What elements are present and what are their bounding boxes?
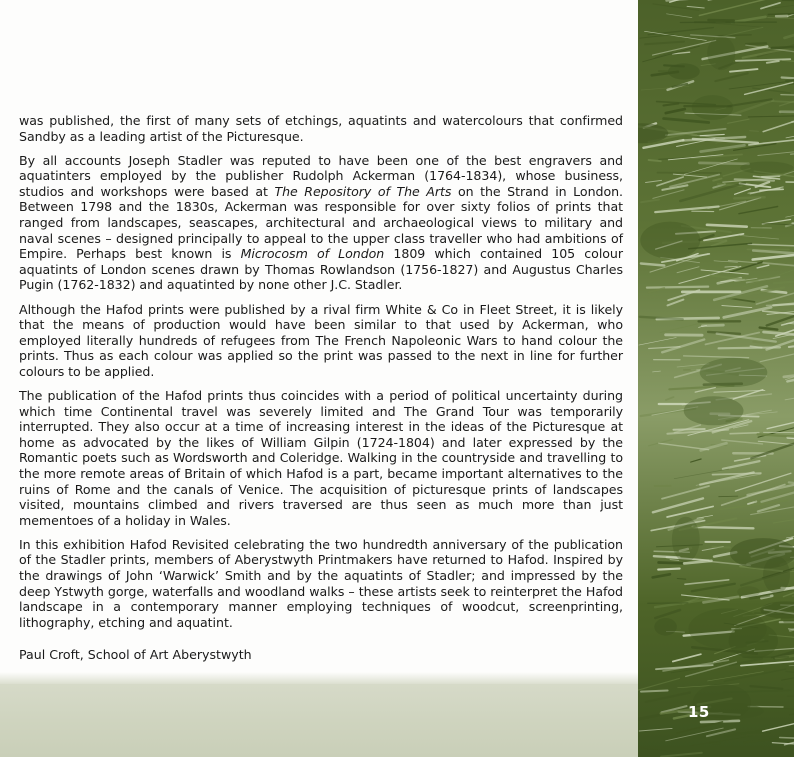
texture-blotch	[689, 608, 767, 649]
texture-stroke	[734, 197, 764, 198]
texture-blotch	[730, 538, 794, 569]
texture-blotch	[737, 586, 760, 597]
texture-stroke	[677, 579, 685, 580]
author-signature: Paul Croft, School of Art Aberystwyth	[19, 647, 252, 662]
texture-blotch	[684, 396, 744, 425]
texture-stroke	[710, 743, 719, 744]
texture-stroke	[702, 325, 723, 326]
texture-blotch	[654, 618, 677, 636]
texture-blotch	[668, 63, 700, 79]
woodcut-texture-strip	[638, 0, 794, 757]
text-segment: was published, the first of many sets of etchings, aquatints and watercolours that confirmed Sandby as a leading artist of the Picturesque.	[19, 113, 623, 144]
texture-stroke	[709, 20, 734, 21]
article-body	[19, 113, 623, 639]
texture-stroke	[658, 569, 680, 570]
texture-stroke	[746, 43, 766, 44]
texture-stroke	[762, 176, 780, 177]
texture-stroke	[707, 225, 747, 227]
text-segment: The publication of the Hafod prints thus coincides with a period of political uncertainty during which time Continental travel was severely limited and The Grand Tour was temporarily interrupted. They also occur at a time of increasing interest in the ideas of the Picturesque at home as advocated by the likes of William Gilpin (1724-1804) and later expressed by the Romantic poets such as Wordsworth and Coleridge. Walking in the countryside and travelling to the more remote areas of Britain of which Hafod is a part, became important alternatives to the ruins of Rome and the canals of Venice. The acquisition of picturesque prints of landscapes visited, mountains climbed and rivers traversed are thus seen as much more than just mementoes of a holiday in Wales.	[19, 388, 623, 528]
texture-stroke	[713, 547, 730, 548]
texture-blotch	[692, 95, 734, 120]
texture-blotch	[740, 162, 793, 175]
text-segment: By all accounts Joseph Stadler was reputed to have been one of the best engravers and aquatinters employed by the publisher Rudolph Ackerman (1764-1834), whose business, studios and workshops were based at	[19, 152, 623, 199]
text-segment: 1809 which contained 105 colour aquatints of London scenes drawn by Thomas Rowlandson (1756-1827) and Augustus Charles Pugin (1762-1832) and aquatinted by none other J.C. Stadler.	[19, 246, 623, 293]
paragraph	[19, 537, 623, 631]
texture-blotch	[707, 36, 735, 70]
italic-title: Microcosm of London	[240, 246, 385, 262]
texture-stroke	[735, 179, 774, 180]
texture-blotch	[640, 222, 700, 259]
texture-stroke	[674, 429, 705, 430]
texture-blotch	[700, 358, 768, 387]
texture-stroke	[730, 433, 759, 434]
texture-blotch	[672, 517, 700, 562]
bottom-band	[0, 684, 640, 757]
texture-stroke	[693, 527, 754, 528]
text-segment: In this exhibition Hafod Revisited celebrating the two hundredth anniversary of the publication of the Stadler prints, members of Aberystwyth Printmakers have returned to Hafod. Inspired by the drawings of John ‘Warwick’ Smith and by the aquatints of Stadler; and impressed by the deep Ystwyth gorge, waterfalls and woodland walks – these artists seek to reinterpret the Hafod landscape in a contemporary manner employing techniques of woodcut, screenprinting, lithography, etching and aquatint.	[19, 536, 623, 630]
italic-title: The Repository of The Arts	[274, 183, 452, 199]
paragraph	[19, 153, 623, 293]
paragraph	[19, 302, 623, 380]
text-segment: Although the Hafod prints were published by a rival firm White & Co in Fleet Street, it is likely that the means of production would have been similar to that used by Ackerman, who employed literally hundreds of refugees from The French Napoleonic Wars to hand colour the prints. Thus as each colour was applied so the print was passed to the next in line for further colours to be applied.	[19, 301, 623, 379]
text-segment: on the Strand in London. Between 1798 and the 1830s, Ackerman was responsible for over sixty folios of prints that ranged from landscapes, seascapes, architectural and archaeological views to military and naval scenes – designed principally to appeal to the upper class traveller who had ambitions of Empire. Perhaps best known is	[19, 183, 623, 262]
texture-stroke	[641, 691, 668, 692]
texture-stroke	[649, 160, 661, 161]
woodcut-texture-image	[638, 0, 794, 757]
texture-stroke	[659, 563, 683, 564]
texture-stroke	[654, 556, 680, 557]
texture-stroke	[647, 287, 708, 288]
paragraph	[19, 388, 623, 528]
paragraph	[19, 113, 623, 144]
page-number: 15	[688, 703, 710, 721]
